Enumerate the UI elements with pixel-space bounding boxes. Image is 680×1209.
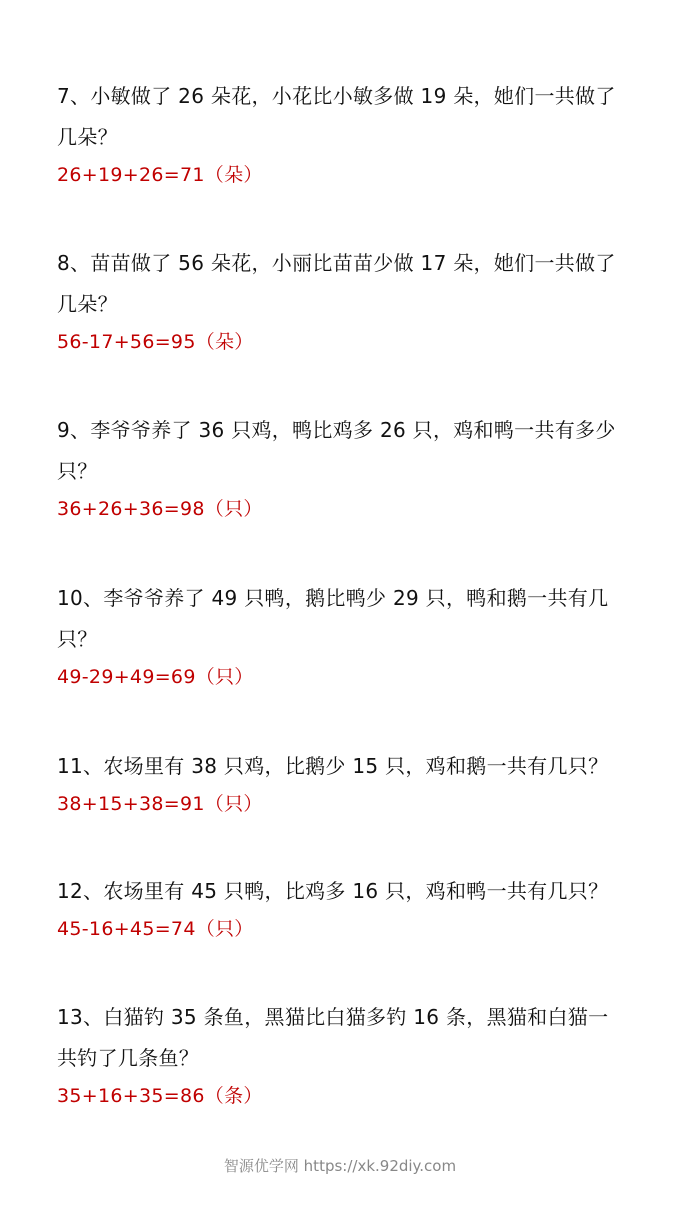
- problem-question: 11、农场里有 38 只鸡，比鹅少 15 只，鸡和鹅一共有几只？: [57, 754, 609, 778]
- problem-answer: 38+15+38=91（只）: [57, 793, 263, 815]
- problem-question: 8、苗苗做了 56 朵花，小丽比苗苗少做 17 朵，她们一共做了几朵？: [57, 251, 616, 316]
- problem-question: 7、小敏做了 26 朵花，小花比小敏多做 19 朵，她们一共做了几朵？: [57, 84, 616, 149]
- problem-answer: 45-16+45=74（只）: [57, 918, 254, 940]
- problem-8: [57, 243, 627, 359]
- problem-13: [57, 997, 627, 1113]
- problem-10: [57, 578, 627, 694]
- problem-question: 13、白猫钓 35 条鱼，黑猫比白猫多钓 16 条，黑猫和白猫一共钓了几条鱼？: [57, 1005, 609, 1070]
- problem-answer: 56-17+56=95（朵）: [57, 331, 254, 353]
- problem-question: 10、李爷爷养了 49 只鸭，鹅比鸭少 29 只，鸭和鹅一共有几只？: [57, 586, 609, 651]
- problem-11: [57, 746, 627, 821]
- problem-9: [57, 410, 627, 526]
- footer-watermark: 智源优学网 https://xk.92diy.com: [223, 1157, 457, 1175]
- problem-7: [57, 76, 627, 192]
- problem-question: 9、李爷爷养了 36 只鸡，鸭比鸡多 26 只，鸡和鸭一共有多少只？: [57, 418, 616, 483]
- problem-answer: 36+26+36=98（只）: [57, 498, 263, 520]
- problem-answer: 26+19+26=71（朵）: [57, 164, 263, 186]
- problem-question: 12、农场里有 45 只鸭，比鸡多 16 只，鸡和鸭一共有几只？: [57, 879, 609, 903]
- problem-answer: 49-29+49=69（只）: [57, 666, 254, 688]
- problem-answer: 35+16+35=86（条）: [57, 1085, 263, 1107]
- problem-12: [57, 871, 627, 946]
